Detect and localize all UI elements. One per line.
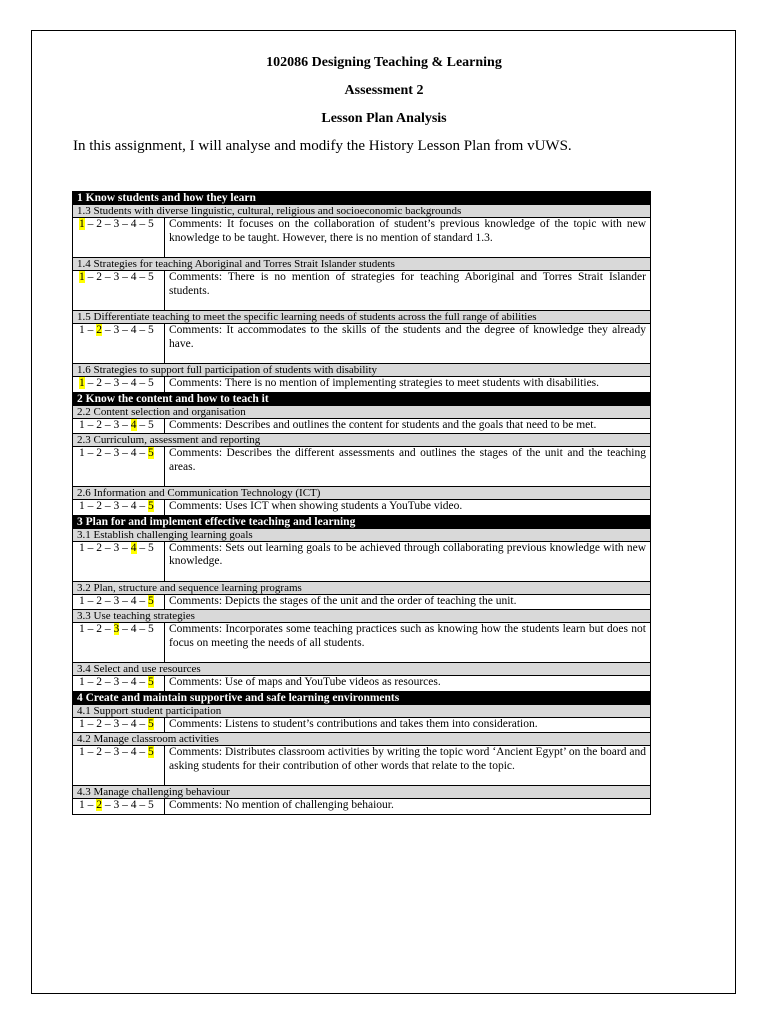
rating-option: 1 (79, 623, 85, 635)
standard-row (73, 405, 651, 418)
comment: Comments: Distributes classroom activities by writing the topic word ‘Ancient Egypt’ on the board and asking students for their contribution of other words that relate to the topic. (169, 746, 646, 772)
rating-option: 4 (130, 594, 137, 607)
standard-row (73, 434, 651, 447)
row-spacer (169, 474, 646, 486)
rating-selected: 5 (148, 746, 154, 758)
rating-option: 3 (113, 447, 120, 459)
rating-option: 5 (148, 418, 154, 431)
rating-option: 5 (148, 377, 154, 389)
standard-label: 1.6 Strategies to support full participation of students with disability (73, 364, 651, 377)
rating-selected: 2 (96, 799, 102, 811)
rating-selected: 5 (148, 717, 154, 730)
rubric-body (73, 192, 651, 815)
rating-option: 3 (113, 746, 120, 758)
comment-text (165, 746, 651, 786)
rating-option: 2 (96, 717, 102, 730)
section-header-row (73, 192, 651, 205)
rating-option: 3 (113, 799, 120, 811)
rating-scale: 1 – 2 – 3 – 4 – 5 (73, 218, 165, 258)
rating-option: 2 (96, 500, 102, 512)
rating-option: 4 (130, 447, 137, 459)
rating-option: 4 (130, 799, 137, 811)
rating-option: 2 (96, 418, 102, 431)
rating-scale: 1 – 2 – 3 – 4 – 5 (73, 799, 165, 815)
section-title: 4 Create and maintain supportive and safe learning environments (73, 691, 651, 704)
comment-text (165, 500, 651, 516)
rating-option: 5 (148, 799, 154, 811)
rating-row (73, 676, 651, 692)
rating-row (73, 594, 651, 610)
section-header-row (73, 691, 651, 704)
comment: Comments: It focuses on the collaboration of student’s previous knowledge of the topic with new knowledge to be taught. However, there is no mention of standard 1.3. (169, 218, 646, 244)
standard-label: 4.3 Manage challenging behaviour (73, 786, 651, 799)
comment: Comments: Uses ICT when showing students a YouTube video. (169, 500, 463, 512)
standard-label: 1.5 Differentiate teaching to meet the specific learning needs of students across the full range of abilities (73, 311, 651, 324)
rating-option: 1 (79, 594, 85, 607)
standard-row (73, 258, 651, 271)
rating-scale: 1 – 2 – 3 – 4 – 5 (73, 623, 165, 663)
comment-text (165, 218, 651, 258)
standard-label: 1.3 Students with diverse linguistic, cultural, religious and socioeconomic backgrounds (73, 205, 651, 218)
standard-row (73, 581, 651, 594)
rating-scale: 1 – 2 – 3 – 4 – 5 (73, 447, 165, 487)
rating-option: 4 (130, 500, 137, 512)
rubric-table (72, 191, 651, 815)
comment: Comments: Depicts the stages of the unit and the order of teaching the unit. (169, 594, 517, 607)
section-title: 1 Know students and how they learn (73, 192, 651, 205)
comment: Comments: Incorporates some teaching practices such as knowing how the students learn but does not focus on meeting the needs of all students. (169, 623, 646, 649)
rating-selected: 1 (79, 271, 85, 283)
rating-selected: 4 (130, 418, 137, 431)
comment: Comments: Use of maps and YouTube videos as resources. (169, 676, 441, 688)
standard-row (73, 663, 651, 676)
comment-text (165, 799, 651, 815)
rating-option: 4 (130, 623, 137, 635)
standard-label: 4.2 Manage classroom activities (73, 733, 651, 746)
rating-row (73, 623, 651, 663)
standard-row (73, 704, 651, 717)
rating-option: 3 (113, 717, 120, 730)
rating-option: 1 (79, 746, 85, 758)
comment-text (165, 623, 651, 663)
rating-selected: 5 (148, 500, 154, 512)
row-spacer (169, 773, 646, 785)
comment: Comments: There is no mention of strategies for teaching Aboriginal and Torres Strait Islander students. (169, 271, 646, 297)
standard-row (73, 786, 651, 799)
rating-option: 3 (113, 418, 120, 431)
standard-row (73, 528, 651, 541)
comment: Comments: Describes and outlines the content for students and the goals that need to be met. (169, 418, 597, 431)
rating-option: 5 (148, 623, 154, 635)
section-title: 2 Know the content and how to teach it (73, 392, 651, 405)
rating-row (73, 799, 651, 815)
rating-option: 2 (96, 541, 102, 554)
rating-option: 3 (113, 324, 120, 336)
rating-option: 4 (130, 676, 137, 688)
rating-selected: 1 (79, 218, 85, 230)
standard-label: 3.4 Select and use resources (73, 663, 651, 676)
rating-option: 3 (113, 500, 120, 512)
rating-option: 1 (79, 717, 85, 730)
comment-text (165, 324, 651, 364)
comment: Comments: Listens to student’s contributions and takes them into consideration. (169, 717, 538, 730)
comment-text (165, 271, 651, 311)
rating-option: 2 (96, 271, 102, 283)
rating-row (73, 717, 651, 733)
rating-option: 5 (148, 541, 154, 554)
comment-text (165, 447, 651, 487)
standard-row (73, 610, 651, 623)
rating-option: 1 (79, 541, 85, 554)
row-spacer (169, 298, 646, 310)
rating-scale: 1 – 2 – 3 – 4 – 5 (73, 717, 165, 733)
rating-option: 1 (79, 324, 85, 336)
rating-row (73, 500, 651, 516)
rating-option: 3 (113, 377, 120, 389)
rating-row (73, 324, 651, 364)
rating-option: 1 (79, 447, 85, 459)
rating-option: 4 (130, 746, 137, 758)
rating-option: 3 (113, 218, 120, 230)
rating-option: 5 (148, 271, 154, 283)
rating-scale: 1 – 2 – 3 – 4 – 5 (73, 676, 165, 692)
assessment-label: Assessment 2 (344, 83, 424, 98)
rating-scale: 1 – 2 – 3 – 4 – 5 (73, 324, 165, 364)
rating-scale: 1 – 2 – 3 – 4 – 5 (73, 377, 165, 393)
rating-option: 3 (113, 541, 120, 554)
rating-option: 2 (96, 218, 102, 230)
standard-row (73, 487, 651, 500)
standard-label: 2.2 Content selection and organisation (73, 405, 651, 418)
comment-text (165, 717, 651, 733)
standard-label: 2.6 Information and Communication Technology (ICT) (73, 487, 651, 500)
rating-option: 2 (96, 594, 102, 607)
rating-selected: 3 (113, 623, 120, 635)
comment-text (165, 594, 651, 610)
rating-row (73, 418, 651, 434)
rating-option: 4 (130, 717, 137, 730)
rating-option: 1 (79, 676, 85, 688)
document-heading: Lesson Plan Analysis (321, 111, 447, 126)
rating-option: 3 (113, 271, 120, 283)
row-spacer (169, 351, 646, 363)
standard-label: 3.3 Use teaching strategies (73, 610, 651, 623)
comment-text (165, 418, 651, 434)
rating-option: 2 (96, 377, 102, 389)
rating-option: 1 (79, 799, 85, 811)
rating-scale: 1 – 2 – 3 – 4 – 5 (73, 500, 165, 516)
rating-option: 2 (96, 676, 102, 688)
rating-row (73, 447, 651, 487)
standard-row (73, 311, 651, 324)
rating-option: 2 (96, 623, 102, 635)
rating-scale: 1 – 2 – 3 – 4 – 5 (73, 541, 165, 581)
rating-option: 1 (79, 418, 85, 431)
rating-row (73, 271, 651, 311)
rating-option: 5 (148, 324, 154, 336)
rating-scale: 1 – 2 – 3 – 4 – 5 (73, 746, 165, 786)
standard-label: 4.1 Support student participation (73, 704, 651, 717)
rating-selected: 4 (130, 541, 137, 554)
section-header-row (73, 515, 651, 528)
standard-label: 3.1 Establish challenging learning goals (73, 528, 651, 541)
comment: Comments: Sets out learning goals to be achieved through collaborating previous knowledge with new knowledge. (169, 541, 646, 567)
standard-row (73, 364, 651, 377)
rating-selected: 2 (96, 324, 102, 336)
comment-text (165, 541, 651, 581)
rating-option: 4 (130, 377, 137, 389)
comment-text (165, 676, 651, 692)
rating-option: 1 (79, 500, 85, 512)
rating-row (73, 746, 651, 786)
comment-text (165, 377, 651, 393)
rating-option: 2 (96, 746, 102, 758)
rating-row (73, 218, 651, 258)
comment: Comments: No mention of challenging behaiour. (169, 799, 394, 811)
rating-option: 3 (113, 594, 120, 607)
standard-label: 2.3 Curriculum, assessment and reporting (73, 434, 651, 447)
rating-option: 5 (148, 218, 154, 230)
document-title: 102086 Designing Teaching & Learning (266, 55, 502, 70)
rating-selected: 1 (79, 377, 85, 389)
rating-scale: 1 – 2 – 3 – 4 – 5 (73, 271, 165, 311)
section-header-row (73, 392, 651, 405)
comment: Comments: It accommodates to the skills of the students and the degree of knowledge they already have. (169, 324, 646, 350)
row-spacer (169, 569, 646, 581)
rating-row (73, 377, 651, 393)
rating-option: 4 (130, 271, 137, 283)
intro-paragraph: In this assignment, I will analyse and modify the History Lesson Plan from vUWS. (73, 138, 572, 154)
standard-row (73, 733, 651, 746)
rating-scale: 1 – 2 – 3 – 4 – 5 (73, 418, 165, 434)
rating-option: 4 (130, 218, 137, 230)
comment: Comments: Describes the different assessments and outlines the stages of the unit and the teaching areas. (169, 447, 646, 473)
rating-option: 3 (113, 676, 120, 688)
rating-selected: 5 (148, 447, 154, 459)
rating-selected: 5 (148, 676, 154, 688)
section-title: 3 Plan for and implement effective teaching and learning (73, 515, 651, 528)
comment: Comments: There is no mention of implementing strategies to meet students with disabilities. (169, 377, 600, 389)
standard-label: 3.2 Plan, structure and sequence learning programs (73, 581, 651, 594)
standard-label: 1.4 Strategies for teaching Aboriginal and Torres Strait Islander students (73, 258, 651, 271)
rating-option: 4 (130, 324, 137, 336)
rating-selected: 5 (148, 594, 154, 607)
rating-option: 2 (96, 447, 102, 459)
row-spacer (169, 245, 646, 257)
standard-row (73, 205, 651, 218)
row-spacer (169, 650, 646, 662)
rating-scale: 1 – 2 – 3 – 4 – 5 (73, 594, 165, 610)
rating-row (73, 541, 651, 581)
